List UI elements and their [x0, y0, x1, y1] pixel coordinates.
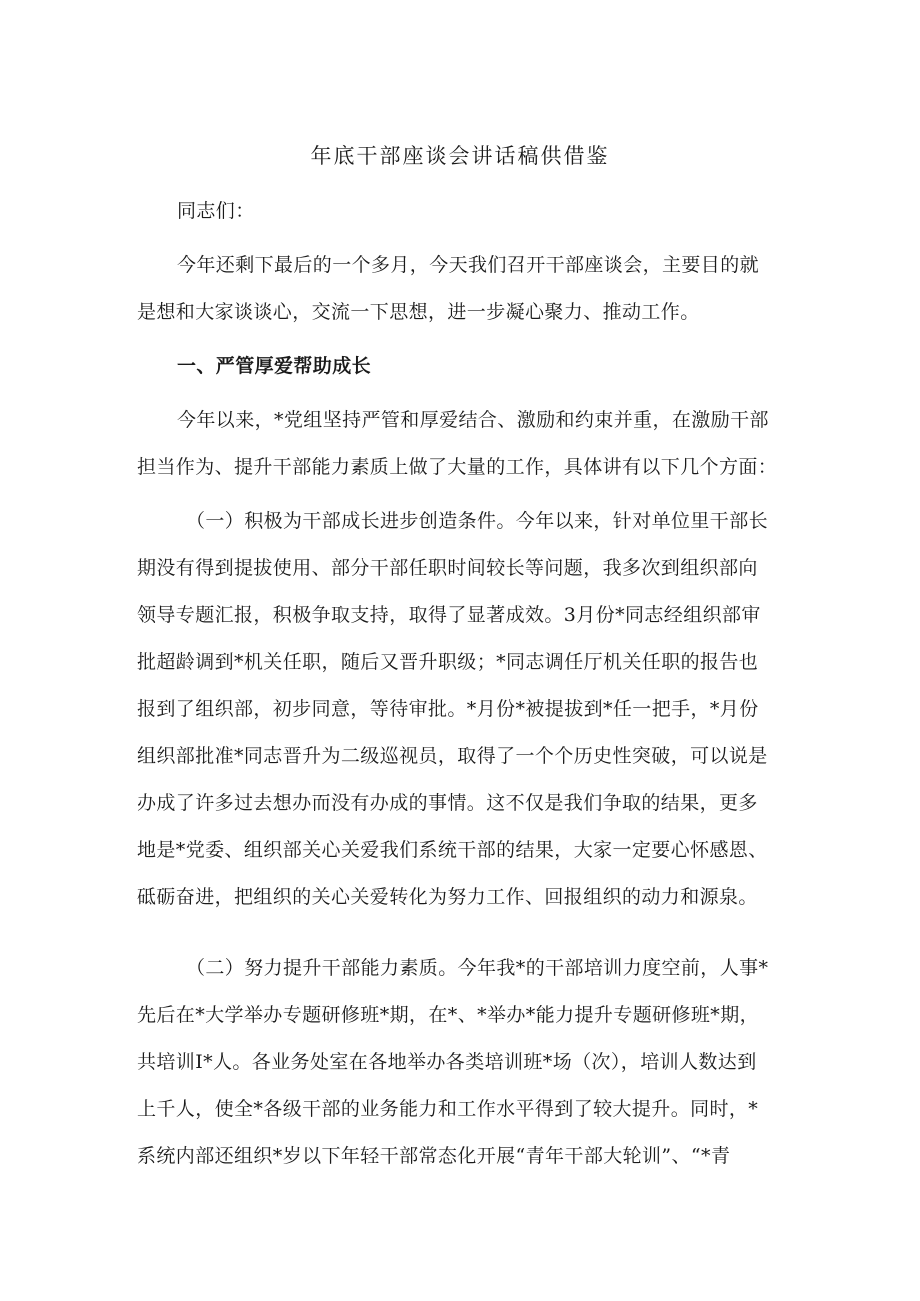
- paragraph-line: 上千人，使全*各级干部的业务能力和工作水平得到了较大提升。同时，*: [137, 1098, 759, 1120]
- paragraph-line: 今年以来，*党组坚持严管和厚爱结合、激励和约束并重，在激励干部: [177, 409, 769, 431]
- section-heading: 一、严管厚爱帮助成长: [177, 355, 372, 377]
- paragraph-line: （一）积极为干部成长进步创造条件。今年以来，针对单位里干部长: [186, 510, 769, 532]
- document-title: 年底干部座谈会讲话稿供借鉴: [310, 144, 610, 168]
- paragraph-line: 砥砺奋进，把组织的关心关爱转化为努力工作、回报组织的动力和源泉。: [137, 886, 758, 908]
- paragraph-line: 共培训I*人。各业务处室在各地举办各类培训班*场（次），培训人数达到: [137, 1051, 757, 1073]
- paragraph-line: 办成了许多过去想办而没有办成的事情。这不仅是我们争取的结果，更多: [137, 792, 758, 814]
- paragraph-line: 是想和大家谈谈心，交流一下思想，进一步凝心聚力、推动工作。: [137, 301, 700, 323]
- paragraph-line: （二）努力提升干部能力素质。今年我*的干部培训力度空前，人事*: [186, 957, 769, 979]
- paragraph-line: 期没有得到提拔使用、部分干部任职时间较长等问题，我多次到组织部向: [137, 557, 758, 579]
- paragraph-line: 报到了组织部，初步同意，等待审批。*月份*被提拔到*任一把手，*月份: [137, 698, 759, 720]
- paragraph-line: 先后在*大学举办专题研修班*期，在*、*举办*能力提升专题研修班*期，: [137, 1004, 760, 1026]
- paragraph-line: 系统内部还组织*岁以下年轻干部常态化开展“青年干部大轮训”、“*青: [137, 1145, 731, 1167]
- paragraph-line: 担当作为、提升干部能力素质上做了大量的工作，具体讲有以下几个方面：: [137, 456, 778, 478]
- greeting: 同志们：: [177, 200, 255, 222]
- paragraph-line: 组织部批准*同志晋升为二级巡视员，取得了一个个历史性突破，可以说是: [137, 745, 768, 767]
- paragraph-line: 地是*党委、组织部关心关爱我们系统干部的结果，大家一定要心怀感恩、: [137, 839, 768, 861]
- paragraph-line: 批超龄调到*机关任职，随后又晋升职级；*同志调任厅机关任职的报告也: [137, 651, 759, 673]
- paragraph-line: 今年还剩下最后的一个多月，今天我们召开干部座谈会，主要目的就: [177, 254, 760, 276]
- paragraph-line: 领导专题汇报，积极争取支持，取得了显著成效。3月份*同志经组织部审: [137, 604, 761, 626]
